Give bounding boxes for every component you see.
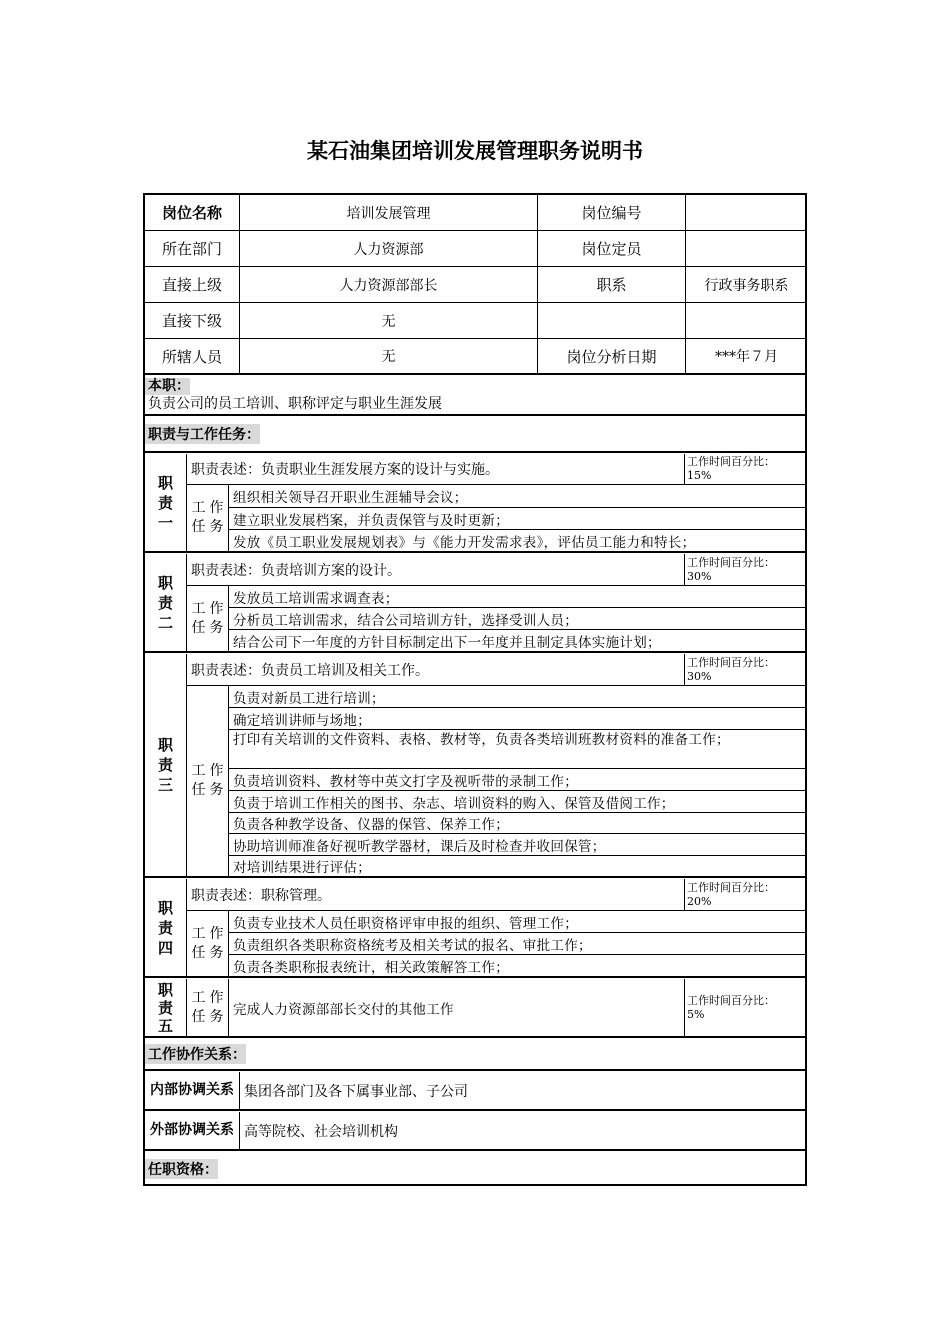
duty-1-desc: 职责表述：负责职业生涯发展方案的设计与实施。: [187, 454, 685, 485]
duty-3-task: 负责对新员工进行培训；: [229, 686, 807, 708]
duty-3-task: 协助培训师准备好视听教学器材，课后及时检查并收回保管；: [229, 834, 807, 856]
duty-3-desc: 职责表述：负责员工培训及相关工作。: [187, 654, 685, 686]
duty-3-task-label: 工作 任务: [187, 686, 229, 878]
duty-3-task: 负责各种教学设备、仪器的保管、保养工作；: [229, 813, 807, 834]
duty-4-task: 负责组织各类职称资格统考及相关考试的报名、审批工作；: [229, 933, 807, 955]
duty-5-task-label: 工作 任务: [187, 979, 229, 1038]
duty-4-task: 负责各类职称报表统计，相关政策解答工作；: [229, 955, 807, 978]
staff-value: 无: [240, 339, 538, 375]
job-description-table: [143, 193, 807, 1186]
duty-3-task: 确定培训讲师与场地；: [229, 708, 807, 730]
empty-cell: [686, 303, 807, 339]
duty-2-task-label: 工作 任务: [187, 586, 229, 653]
internal-coop-value: 集团各部门及各下属事业部、子公司: [240, 1072, 807, 1111]
analysis-date-label: 岗位分析日期: [538, 339, 686, 375]
duty-3-name: 职 责 三: [145, 654, 187, 878]
headcount-value: [686, 231, 807, 267]
job-name-value: 培训发展管理: [240, 195, 538, 231]
job-name-label: 岗位名称: [145, 195, 240, 231]
duty-5-name: 职 责 五: [145, 979, 187, 1038]
role-text: 负责公司的员工培训、职称评定与职业生涯发展: [148, 395, 442, 412]
qualification-label: 任职资格：: [145, 1159, 218, 1179]
duty-1-pct: 工作时间百分比： 15%: [685, 454, 807, 485]
staff-label: 所辖人员: [145, 339, 240, 375]
duty-2-task: 分析员工培训需求，结合公司培训方针，选择受训人员；: [229, 608, 807, 630]
duty-1-task: 建立职业发展档案，并负责保管与及时更新；: [229, 508, 807, 530]
duty-2-task: 发放员工培训需求调查表；: [229, 586, 807, 608]
internal-coop-label: 内部协调关系: [145, 1072, 240, 1111]
qualification-section-header: [145, 1152, 807, 1186]
duty-5-task: 完成人力资源部部长交付的其他工作: [229, 979, 685, 1038]
dept-label: 所在部门: [145, 231, 240, 267]
analysis-date-value: ***年７月: [686, 339, 807, 375]
external-coop-value: 高等院校、社会培训机构: [240, 1112, 807, 1151]
headcount-label: 岗位定员: [538, 231, 686, 267]
duty-3-task: 对培训结果进行评估；: [229, 856, 807, 878]
superior-label: 直接上级: [145, 267, 240, 303]
duty-4-task-label: 工作 任务: [187, 911, 229, 978]
job-code-label: 岗位编号: [538, 195, 686, 231]
job-code-value: [686, 195, 807, 231]
superior-value: 人力资源部部长: [240, 267, 538, 303]
cooperation-label: 工作协作关系：: [145, 1044, 246, 1064]
subordinate-value: 无: [240, 303, 538, 339]
duty-4-desc: 职责表述：职称管理。: [187, 879, 685, 911]
series-value: 行政事务职系: [686, 267, 807, 303]
dept-value: 人力资源部: [240, 231, 538, 267]
duty-4-name: 职 责 四: [145, 879, 187, 978]
series-label: 职系: [538, 267, 686, 303]
duty-3-task: 负责于培训工作相关的图书、杂志、培训资料的购入、保管及借阅工作；: [229, 791, 807, 813]
duty-5-pct: 工作时间百分比： 5%: [685, 979, 807, 1038]
cooperation-section-header: [145, 1039, 807, 1071]
duties-section-header: [145, 417, 807, 453]
duty-3-task: 负责培训资料、教材等中英文打字及视听带的录制工作；: [229, 769, 807, 791]
role-label: 本职：: [145, 378, 190, 395]
duty-2-desc: 职责表述：负责培训方案的设计。: [187, 554, 685, 586]
duty-4-task: 负责专业技术人员任职资格评审申报的组织、管理工作；: [229, 911, 807, 933]
duty-2-task: 结合公司下一年度的方针目标制定出下一年度并且制定具体实施计划；: [229, 630, 807, 653]
duty-2-pct: 工作时间百分比： 30%: [685, 554, 807, 586]
duty-3-task: 打印有关培训的文件资料、表格、教材等，负责各类培训班教材资料的准备工作；: [229, 730, 807, 769]
subordinate-label: 直接下级: [145, 303, 240, 339]
external-coop-label: 外部协调关系: [145, 1112, 240, 1151]
duty-4-pct: 工作时间百分比： 20%: [685, 879, 807, 911]
duty-1-name: 职 责 一: [145, 454, 187, 553]
document-title: 某石油集团培训发展管理职务说明书: [307, 139, 643, 163]
empty-cell: [538, 303, 686, 339]
role-section: [145, 376, 807, 416]
duty-3-pct: 工作时间百分比： 30%: [685, 654, 807, 686]
duty-2-name: 职 责 二: [145, 554, 187, 653]
duty-1-task: 组织相关领导召开职业生涯辅导会议；: [229, 485, 807, 508]
duties-label: 职责与工作任务：: [145, 424, 260, 444]
duty-1-task: 发放《员工职业发展规划表》与《能力开发需求表》，评估员工能力和特长；: [229, 530, 807, 553]
duty-1-task-label: 工作 任务: [187, 485, 229, 553]
